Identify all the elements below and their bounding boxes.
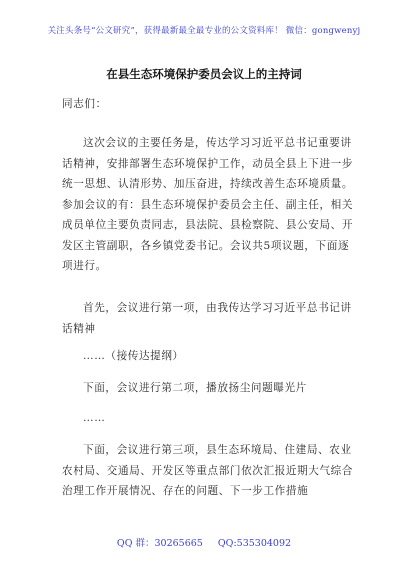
paragraph-intro: 这次会议的主要任务是，传达学习习近平总书记重要讲话精神，安排部署生态环境保护工作，动员全县上下进一步统一思想、认清形势、加压奋进，持续改善生态环境质量。参加会议的有：县生态环境保护委员会主任、副主任，相关成员单位主要负责同志，县法院、县检察院、县公安局、开发区主管副职，各乡镇党委书记。会议共5项议题，下面逐项进行。: [62, 137, 354, 272]
paragraph-item-1: 首先，会议进行第一项，由我传达学习习近平总书记讲话精神: [62, 302, 352, 335]
footer-qq-group: QQ 群：30265665: [116, 538, 203, 549]
document-title: 在县生态环境保护委员会议上的主持词: [106, 67, 302, 81]
paragraph-item-3: 下面，会议进行第三项，县生态环境局、住建局、农业农村局、交通局、开发区等重点部门依次汇报近期大气综合治理工作开展情况、存在的问题、下一步工作措施: [62, 444, 354, 497]
header-banner: 关注头条号“公文研究”，获得最新最全最专业的公文资料库！ 微信：gongwenyj: [47, 26, 361, 36]
salutation: 同志们：: [62, 98, 107, 110]
paragraph-ellipsis: ……: [83, 412, 106, 424]
paragraph-outline-note: ……（接传达提纲）: [83, 350, 184, 362]
paragraph-item-2: 下面，会议进行第二项，播放扬尘问题曝光片: [83, 382, 307, 394]
footer-contacts: [0, 535, 408, 549]
footer-qq: QQ:535304092: [217, 538, 292, 549]
